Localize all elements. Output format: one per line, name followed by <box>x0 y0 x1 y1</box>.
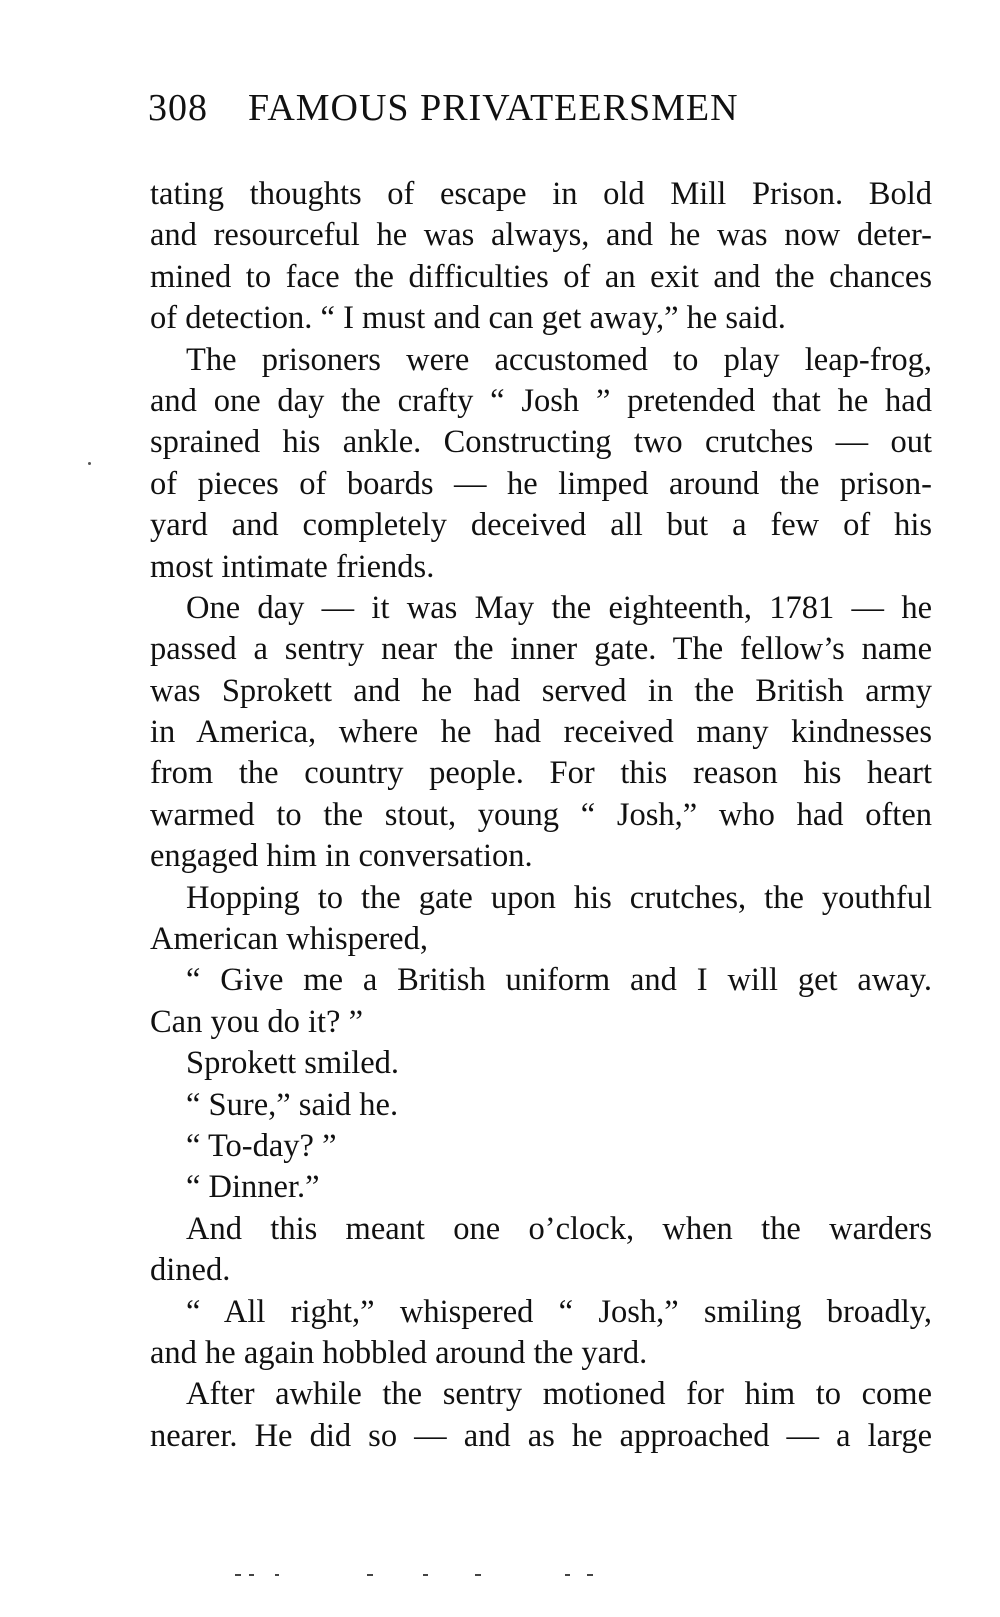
text-line: most intimate friends. <box>150 548 435 585</box>
text-line: dined. <box>150 1252 231 1289</box>
text-line: sprained his ankle. Constructing two crutches — out <box>150 424 932 461</box>
text-line: And this meant one o’clock, when the warders <box>186 1210 932 1247</box>
text-line: One day — it was May the eighteenth, 1781 — he <box>186 589 932 626</box>
text-line: nearer. He did so — and as he approached — a large <box>150 1417 932 1454</box>
text-line: Sprokett smiled. <box>186 1045 400 1082</box>
text-line: Can you do it? ” <box>150 1003 364 1040</box>
text-line: warmed to the stout, young “ Josh,” who had often <box>150 796 932 833</box>
text-line: was Sprokett and he had served in the British army <box>150 672 932 709</box>
page-number: 308 <box>148 87 208 129</box>
text-line: “ Sure,” said he. <box>186 1086 399 1123</box>
text-line: and he again hobbled around the yard. <box>150 1334 648 1371</box>
running-head <box>148 86 938 146</box>
text-line: “ All right,” whispered “ Josh,” smiling broadly, <box>186 1293 932 1330</box>
text-line: American whispered, <box>150 921 428 958</box>
text-line: and one day the crafty “ Josh ” pretended that he had <box>150 382 932 419</box>
text-line: After awhile the sentry motioned for him to come <box>186 1376 932 1413</box>
text-line: yard and completely deceived all but a few of his <box>150 507 932 544</box>
text-line: tating thoughts of escape in old Mill Prison. Bold <box>150 176 932 212</box>
text-line: of pieces of boards — he limped around the prison- <box>150 465 932 502</box>
stray-mark <box>88 462 91 465</box>
text-line: “ To-day? ” <box>186 1127 337 1164</box>
text-line: “ Give me a British uniform and I will get away. <box>186 962 932 999</box>
text-line: mined to face the difficulties of an exit and the chances <box>150 258 932 295</box>
text-line: and resourceful he was always, and he was now deter- <box>150 217 932 254</box>
text-line: passed a sentry near the inner gate. The fellow’s name <box>150 631 932 668</box>
text-line: in America, where he had received many kindnesses <box>150 714 932 751</box>
body-text <box>150 174 932 1457</box>
text-line: Hopping to the gate upon his crutches, the youthful <box>186 879 932 916</box>
running-title: FAMOUS PRIVATEERSMEN <box>248 87 739 129</box>
text-line: “ Dinner.” <box>186 1169 320 1206</box>
text-line: from the country people. For this reason his heart <box>150 755 932 792</box>
text-line: of detection. “ I must and can get away,” he said. <box>150 300 786 337</box>
footer-smudge-marks <box>235 1574 615 1580</box>
text-line: The prisoners were accustomed to play leap-frog, <box>186 341 932 378</box>
text-line: engaged him in conversation. <box>150 838 533 875</box>
